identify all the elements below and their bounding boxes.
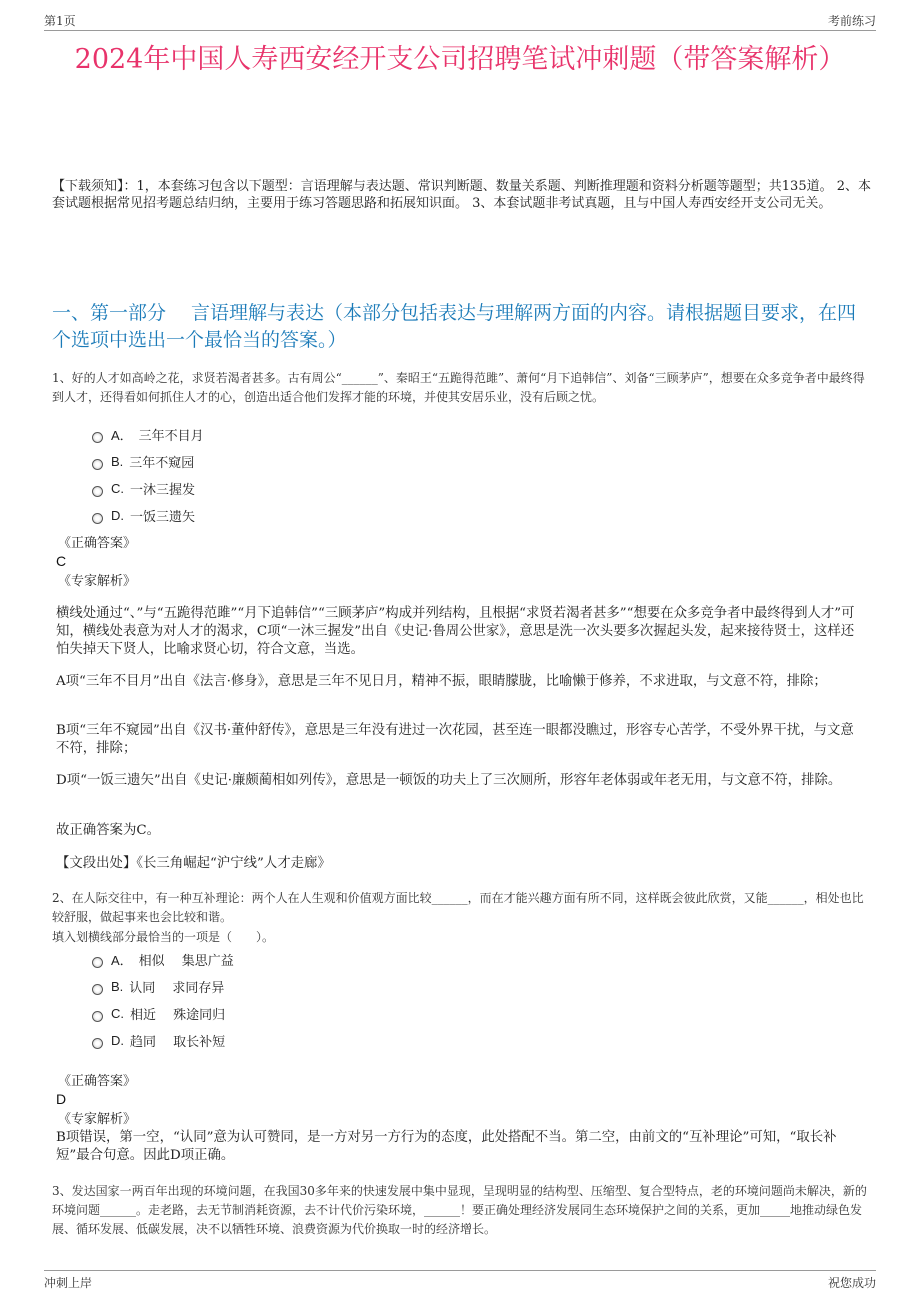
analysis-paragraph: 横线处通过“、”与“五跪得范雎”“月下追韩信”“三顾茅庐”构成并列结构，且根据“求贤若渴者甚多”“想要在众多竞争者中最终得到人才”可知，横线处表意为对人才的渴求，C项“一沐三握发”出自《史记·鲁周公世家》，意思是洗一次头要多次握起头发，起来接待贤士，这样还怕失掉天下贤人，比喻求贤心切，符合文意，当选。 xyxy=(56,606,855,657)
document-title: 2024年中国人寿西安经开支公司招聘笔试冲刺题（带答案解析） xyxy=(74,44,846,75)
answer-label: 《正确答案》 xyxy=(58,536,137,551)
answer-label: 《正确答案》 xyxy=(58,1074,137,1089)
radio-icon[interactable] xyxy=(92,513,103,524)
analysis-paragraph: B项“三年不窥园”出自《汉书·董仲舒传》，意思是三年没有进过一次花园，甚至连一眼都没瞧过，形容专心苦学，不受外界干扰，与文意不符，排除； xyxy=(56,723,854,756)
page-header xyxy=(44,10,876,31)
question-2-prompt: 填入划横线部分最恰当的一项是（ ）。 xyxy=(52,930,275,944)
radio-icon[interactable] xyxy=(92,486,103,497)
radio-icon[interactable] xyxy=(92,957,103,968)
option-a[interactable]: A． 相似 集思广益 xyxy=(92,946,234,973)
analysis-paragraph: D项“一饭三遗矢”出自《史记·廉颇蔺相如列传》，意思是一顿饭的功夫上了三次厕所，形容年老体弱或年老无用，与文意不符，排除。 xyxy=(56,773,842,788)
analysis-label: 《专家解析》 xyxy=(58,1112,137,1127)
option-d[interactable]: D. 一饭三遗矢 xyxy=(92,502,204,529)
footer-right: 祝您成功 xyxy=(827,1276,876,1290)
radio-icon[interactable] xyxy=(92,1038,103,1049)
question-1-options xyxy=(92,421,204,529)
option-c[interactable]: C. 相近 殊途同归 xyxy=(92,1000,234,1027)
answer-value: D xyxy=(56,1091,67,1107)
analysis-label: 《专家解析》 xyxy=(58,574,137,589)
option-a[interactable]: A． 三年不目月 xyxy=(92,421,204,448)
source-note: 【文段出处】《长三角崛起“沪宁线”人才走廊》 xyxy=(56,856,331,871)
radio-icon[interactable] xyxy=(92,432,103,443)
footer-left: 冲刺上岸 xyxy=(44,1276,93,1290)
question-2-options xyxy=(92,946,234,1054)
analysis-paragraph: A项“三年不目月”出自《法言·修身》，意思是三年不见日月，精神不振，眼睛朦胧，比喻懒于修养，不求进取，与文意不符，排除； xyxy=(56,674,827,689)
radio-icon[interactable] xyxy=(92,459,103,470)
answer-value: C xyxy=(56,553,67,569)
question-2-stem: 2、在人际交往中，有一种互补理论：两个人在人生观和价值观方面比较______，而在才能兴趣方面有所不同，这样既会彼此欣赏，又能______，相处也比较舒服，做起事来也会比较和谐。 xyxy=(52,891,864,924)
page-number: 第1页 xyxy=(44,14,76,28)
analysis-conclusion: 故正确答案为C。 xyxy=(56,823,160,838)
option-d[interactable]: D. 趋同 取长补短 xyxy=(92,1027,234,1054)
option-b[interactable]: B. 认同 求同存异 xyxy=(92,973,234,1000)
header-tag: 考前练习 xyxy=(827,14,876,28)
radio-icon[interactable] xyxy=(92,984,103,995)
download-notice: 【下载须知】：1，本套练习包含以下题型：言语理解与表达题、常识判断题、数量关系题、判断推理题和资料分析题等题型；共135道。 2、本套试题根据常见招考题总结归纳，主要用于练习答题思路和拓展知识面。 3、本套试题非考试真题，且与中国人寿西安经开支公司无关。 xyxy=(52,179,871,211)
section-heading: 一、第一部分 言语理解与表达（本部分包括表达与理解两方面的内容。请根据题目要求，在四个选项中选出一个最恰当的答案。） xyxy=(52,302,857,351)
question-3-stem: 3、发达国家一两百年出现的环境问题，在我国30多年来的快速发展中集中显现，呈现明显的结构型、压缩型、复合型特点，老的环境问题尚未解决，新的环境问题______。走老路，去无节制消耗资源，去不计代价污染环境，______！要正确处理经济发展同生态环境保护之间的关系，更加_____地推动绿色发展、循环发展、低碳发展，决不以牺牲环境、浪费资源为代价换取一时的经济增长。 xyxy=(52,1184,867,1236)
analysis-paragraph: B项错误，第一空，“认同”意为认可赞同，是一方对另一方行为的态度，此处搭配不当。第二空，由前文的“互补理论”可知，“取长补短”最合句意。因此D项正确。 xyxy=(56,1130,837,1163)
option-c[interactable]: C. 一沐三握发 xyxy=(92,475,204,502)
option-b[interactable]: B. 三年不窥园 xyxy=(92,448,204,475)
question-1-stem: 1、好的人才如高岭之花，求贤若渴者甚多。古有周公“______”、秦昭王“五跪得范雎”、萧何“月下追韩信”、刘备“三顾茅庐”，想要在众多竞争者中最终得到人才，还得看如何抓住人才的心，创造出适合他们发挥才能的环境，并使其安居乐业，没有后顾之忧。 xyxy=(52,371,865,404)
page-footer xyxy=(44,1270,876,1291)
radio-icon[interactable] xyxy=(92,1011,103,1022)
